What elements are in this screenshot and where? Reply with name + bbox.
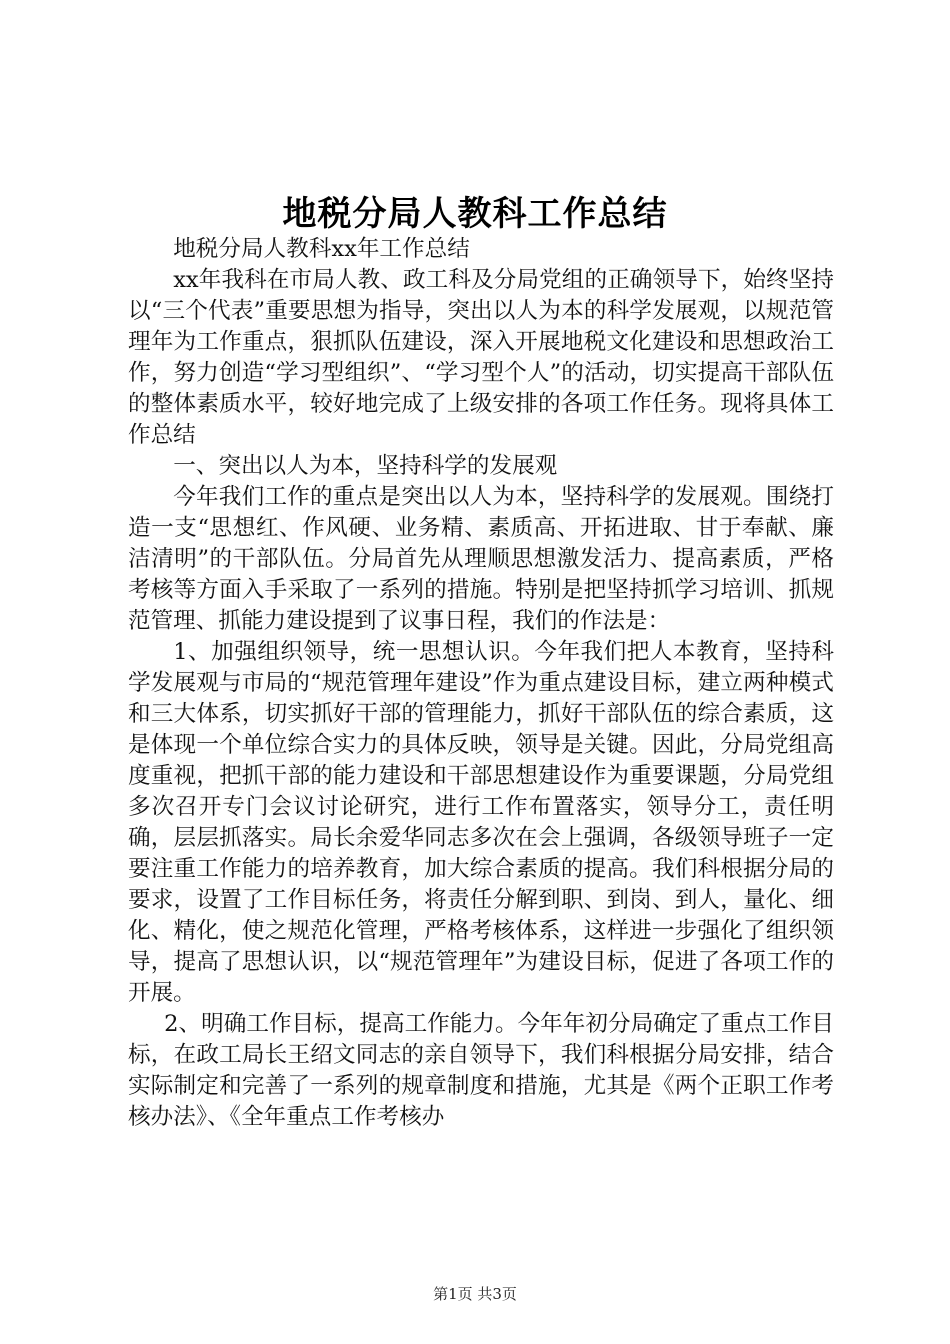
paragraph-item-1: 1、加强组织领导，统一思想认识。今年我们把人本教育，坚持科学发展观与市局的“规范管理年建设”作为重点建设目标，建立两种模式和三大体系，切实抓好干部的管理能力，抓好干部队伍的综合素质，这是体现一个单位综合实力的具体反映，领导是关键。因此，分局党组高度重视，把抓干部的能力建设和干部思想建设作为重要课题，分局党组多次召开专门会议讨论研究，进行工作布置落实，领导分工，责任明确，层层抓落实。局长余爱华同志多次在会上强调，各级领导班子一定要注重工作能力的培养教育，加大综合素质的提高。我们科根据分局的要求，设置了工作目标任务，将责任分解到职、到岗、到人，量化、细化、精化，使之规范化管理，严格考核体系，这样进一步强化了组织领导，提高了思想认识，以“规范管理年”为建设目标，促进了各项工作的开展。 (128, 639, 834, 1006)
document-title: 地税分局人教科工作总结 (282, 194, 668, 234)
paragraph-item-2: 2、明确工作目标，提高工作能力。今年年初分局确定了重点工作目标，在政工局长王绍文同志的亲自领导下，我们科根据分局安排，结合实际制定和完善了一系列的规章制度和措施，尤其是《两个正职工作考核办法》、《全年重点工作考核办 (128, 1011, 834, 1130)
paragraph-section-1: 今年我们工作的重点是突出以人为本，坚持科学的发展观。围绕打造一支“思想红、作风硬、业务精、素质高、开拓进取、甘于奉献、廉洁清明”的干部队伍。分局首先从理顺思想激发活力、提高素质，严格考核等方面入手采取了一系列的措施。特别是把坚持抓学习培训、抓规范管理、抓能力建设提到了议事日程，我们的作法是： (128, 484, 834, 634)
document-body (128, 234, 834, 1133)
paragraph-subtitle: 地税分局人教科xx年工作总结 (173, 236, 470, 262)
paragraph-intro: xx年我科在市局人教、政工科及分局党组的正确领导下，始终坚持以“三个代表”重要思想为指导，突出以人为本的科学发展观，以规范管理年为工作重点，狠抓队伍建设，深入开展地税文化建设和思想政治工作，努力创造“学习型组织”、“学习型个人”的活动，切实提高干部队伍的整体素质水平，较好地完成了上级安排的各项工作任务。现将具体工作总结 (128, 267, 834, 448)
page-number-footer: 第1页 共3页 (433, 1285, 517, 1303)
section-heading: 一、突出以人为本，坚持科学的发展观 (173, 453, 558, 479)
